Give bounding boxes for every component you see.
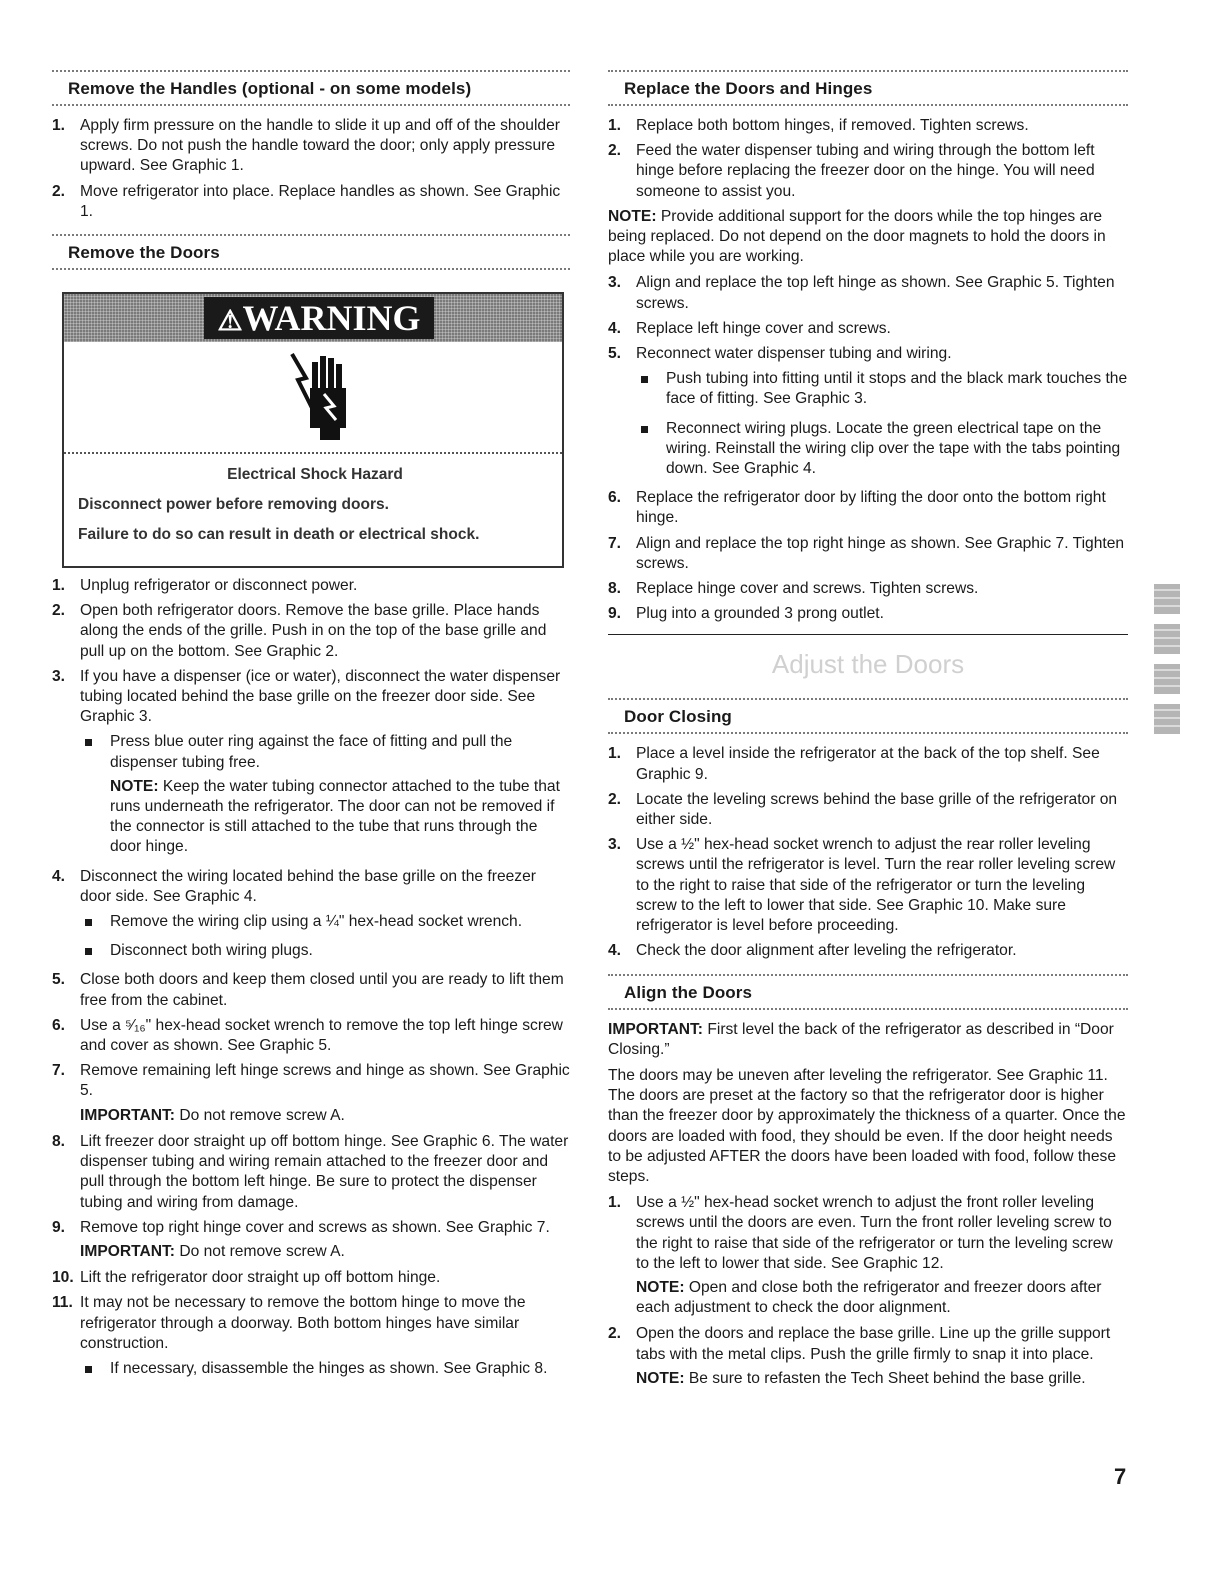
list-item: 1. Use a ½" hex-head socket wrench to adjust the front roller leveling screws until the doors are even. Turn the front roller leveling screw to the right to raise that side of the refrigerator or turn the leveling screw to the left to lower that side. See Graphic 12. NOTE: Open and close both the refrigerator and freezer doors after each adjustment to check the door alignment. xyxy=(608,1193,1128,1318)
section-heading-replace-doors: Replace the Doors and Hinges xyxy=(608,70,1128,106)
page-number: 7 xyxy=(1114,1464,1127,1489)
bullet-item: Push tubing into fitting until it stops and the black mark touches the face of fitting. See Graphic 3. xyxy=(636,369,1128,409)
replace-steps xyxy=(608,116,1128,202)
warning-label: ⚠WARNING xyxy=(204,297,434,339)
bullet-item: Press blue outer ring against the face of fitting and pull the dispenser tubing free. NOTE: Keep the water tubing connector attached to the tube that runs underneath the refrigerator. The door can not be removed if the connector is still attached to the tube that runs through the door hinge. xyxy=(80,732,570,857)
warning-line: Disconnect power before removing doors. xyxy=(78,496,389,514)
list-item: 4. Disconnect the wiring located behind the base grille on the freezer door side. See Graphic 4. Remove the wiring clip using a ¼" hex-head socket wrench. Disconnect both wiring plugs. xyxy=(52,867,570,962)
section-heading-door-closing: Door Closing xyxy=(608,698,1128,734)
list-item: 3. Align and replace the top left hinge as shown. See Graphic 5. Tighten screws. xyxy=(608,274,1115,312)
note: NOTE: Provide additional support for the doors while the top hinges are being replaced. Do not depend on the door magnets to hold the doors in place while you are working. xyxy=(608,207,1106,266)
list-item: 1. Unplug refrigerator or disconnect power. xyxy=(52,577,358,595)
list-item: 5. Reconnect water dispenser tubing and wiring. Push tubing into fitting until it stops and the black mark touches the face of fitting. See Graphic 3. Reconnect wiring plugs. Locate the green electrical tape on the wiring. Reinstall the wiring clip over the tape with the tabs pointing down. See Graphic 4. xyxy=(608,344,1128,479)
side-tab-decoration xyxy=(1150,578,1184,758)
remove-doors-steps xyxy=(52,576,570,1379)
bullet-item: Disconnect both wiring plugs. xyxy=(80,941,570,961)
important-note: IMPORTANT: Do not remove screw A. xyxy=(80,1106,345,1124)
list-item: 5. Close both doors and keep them closed until you are ready to lift them free from the cabinet. xyxy=(52,971,564,1009)
list-item: 1. Apply firm pressure on the handle to slide it up and off of the shoulder screws. Do not push the handle toward the door; only apply pressure upward. See Graphic 1. xyxy=(52,117,560,175)
section-heading-remove-doors: Remove the Doors xyxy=(52,234,570,270)
list-item: 4. Replace left hinge cover and screws. xyxy=(608,319,891,337)
bullet-item: Remove the wiring clip using a ¼" hex-head socket wrench. xyxy=(80,912,570,932)
list-item: 9. Remove top right hinge cover and screws as shown. See Graphic 7. IMPORTANT: Do not remove screw A. xyxy=(52,1218,570,1262)
list-item: 10. Lift the refrigerator door straight up off bottom hinge. xyxy=(52,1269,441,1287)
warning-hazard-title: Electrical Shock Hazard xyxy=(227,466,403,484)
list-item: 8. Replace hinge cover and screws. Tighten screws. xyxy=(608,580,979,598)
list-item: 6. Use a ⁵⁄₁₆" hex-head socket wrench to remove the top left hinge screw and cover as shown. See Graphic 5. xyxy=(52,1016,563,1055)
warning-triangle-icon: ⚠ xyxy=(217,306,243,338)
list-item: 2. Locate the leveling screws behind the base grille of the refrigerator on either side. xyxy=(608,790,1118,829)
list-item: 7. Remove remaining left hinge screws and hinge as shown. See Graphic 5. IMPORTANT: Do not remove screw A. xyxy=(52,1061,570,1126)
important-note: IMPORTANT: First level the back of the refrigerator as described in “Door Closing.” xyxy=(608,1020,1114,1058)
electrical-shock-hand-icon xyxy=(286,348,356,444)
left-column xyxy=(52,70,570,1388)
align-doors-steps xyxy=(608,1193,1128,1389)
note: NOTE: Keep the water tubing connector attached to the tube that runs underneath the refrigerator. The door can not be removed if the connector is still attached to the tube that runs through the door hinge. xyxy=(110,777,560,856)
list-item: 3. If you have a dispenser (ice or water), disconnect the water dispenser tubing located behind the base grille on the freezer door side. See Graphic 3. Press blue outer ring against the face of fitting and pull the dispenser tubing free. NOTE: Keep the water tubing connector attached to the tube that runs underneath the refrigerator. The door can not be removed if the connector is still attached to the tube that runs through the door hinge. xyxy=(52,667,570,858)
warning-line: Failure to do so can result in death or electrical shock. xyxy=(78,526,480,544)
note: NOTE: Be sure to refasten the Tech Sheet behind the base grille. xyxy=(636,1369,1086,1387)
list-item: 9. Plug into a grounded 3 prong outlet. xyxy=(608,605,884,623)
warning-box xyxy=(62,292,564,568)
bullet-item: Reconnect wiring plugs. Locate the green electrical tape on the wiring. Reinstall the wiring clip over the tape with the tabs pointing down. See Graphic 4. xyxy=(636,419,1128,480)
note: NOTE: Open and close both the refrigerator and freezer doors after each adjustment to check the door alignment. xyxy=(636,1278,1102,1317)
list-item: 2. Move refrigerator into place. Replace handles as shown. See Graphic 1. xyxy=(52,182,561,220)
important-note: IMPORTANT: Do not remove screw A. xyxy=(80,1242,345,1260)
list-item: 7. Align and replace the top right hinge as shown. See Graphic 7. Tighten screws. xyxy=(608,534,1125,572)
handles-steps xyxy=(52,116,570,222)
list-item: 8. Lift freezer door straight up off bottom hinge. See Graphic 6. The water dispenser tubing and wiring remain attached to the freezer door and pull through the bottom left hinge. Be sure to protect the dispenser tubing and wiring from damage. xyxy=(52,1132,569,1211)
list-item: 11. It may not be necessary to remove the bottom hinge to move the refrigerator through a doorway. Both bottom hinges have similar construction. If necessary, disassemble the hinges as shown. See Graphic 8. xyxy=(52,1293,570,1379)
door-closing-steps xyxy=(608,744,1128,961)
list-item: 2. Open both refrigerator doors. Remove the base grille. Place hands along the ends of the grille. Push in on the top of the base grille and pull up on the bottom. See Graphic 2. xyxy=(52,602,547,660)
list-item: 4. Check the door alignment after leveling the refrigerator. xyxy=(608,942,1017,960)
list-item: 1. Place a level inside the refrigerator at the back of the top shelf. See Graphic 9. xyxy=(608,745,1100,783)
list-item: 3. Use a ½" hex-head socket wrench to adjust the rear roller leveling screws until the refrigerator is level. Turn the rear roller leveling screw to the right to raise that side of the refrigerator or turn the leveling screw to the left to lower that side. See Graphic 10. Make sure refrigerator is level before proceeding. xyxy=(608,836,1116,935)
section-heading-align-doors: Align the Doors xyxy=(608,974,1128,1010)
list-item: 6. Replace the refrigerator door by lifting the door onto the bottom right hinge. xyxy=(608,489,1106,527)
warning-banner xyxy=(64,294,562,342)
section-heading-remove-handles: Remove the Handles (optional - on some models) xyxy=(52,70,570,106)
list-item: 2. Open the doors and replace the base grille. Line up the grille support tabs with the metal clips. Push the grille firmly to snap it into place. NOTE: Be sure to refasten the Tech Sheet behind the base grille. xyxy=(608,1324,1128,1389)
bullet-item: If necessary, disassemble the hinges as shown. See Graphic 8. xyxy=(80,1359,570,1379)
list-item: 1. Replace both bottom hinges, if removed. Tighten screws. xyxy=(608,117,1029,134)
list-item: 2. Feed the water dispenser tubing and wiring through the bottom left hinge before replacing the freezer door on the hinge. You will need someone to assist you. xyxy=(608,142,1095,200)
paragraph: The doors may be uneven after leveling the refrigerator. See Graphic 11. The doors are preset at the factory so that the refrigerator door is higher than the freezer door by approximately the thickness of a quarter. Once the doors are loaded with food, they should be even. If the door height needs to be adjusted AFTER the doors have been loaded with food, follow these steps. xyxy=(608,1066,1126,1185)
replace-steps-continued xyxy=(608,273,1128,624)
right-column xyxy=(608,70,1128,1395)
adjust-doors-heading: Adjust the Doors xyxy=(608,634,1128,686)
